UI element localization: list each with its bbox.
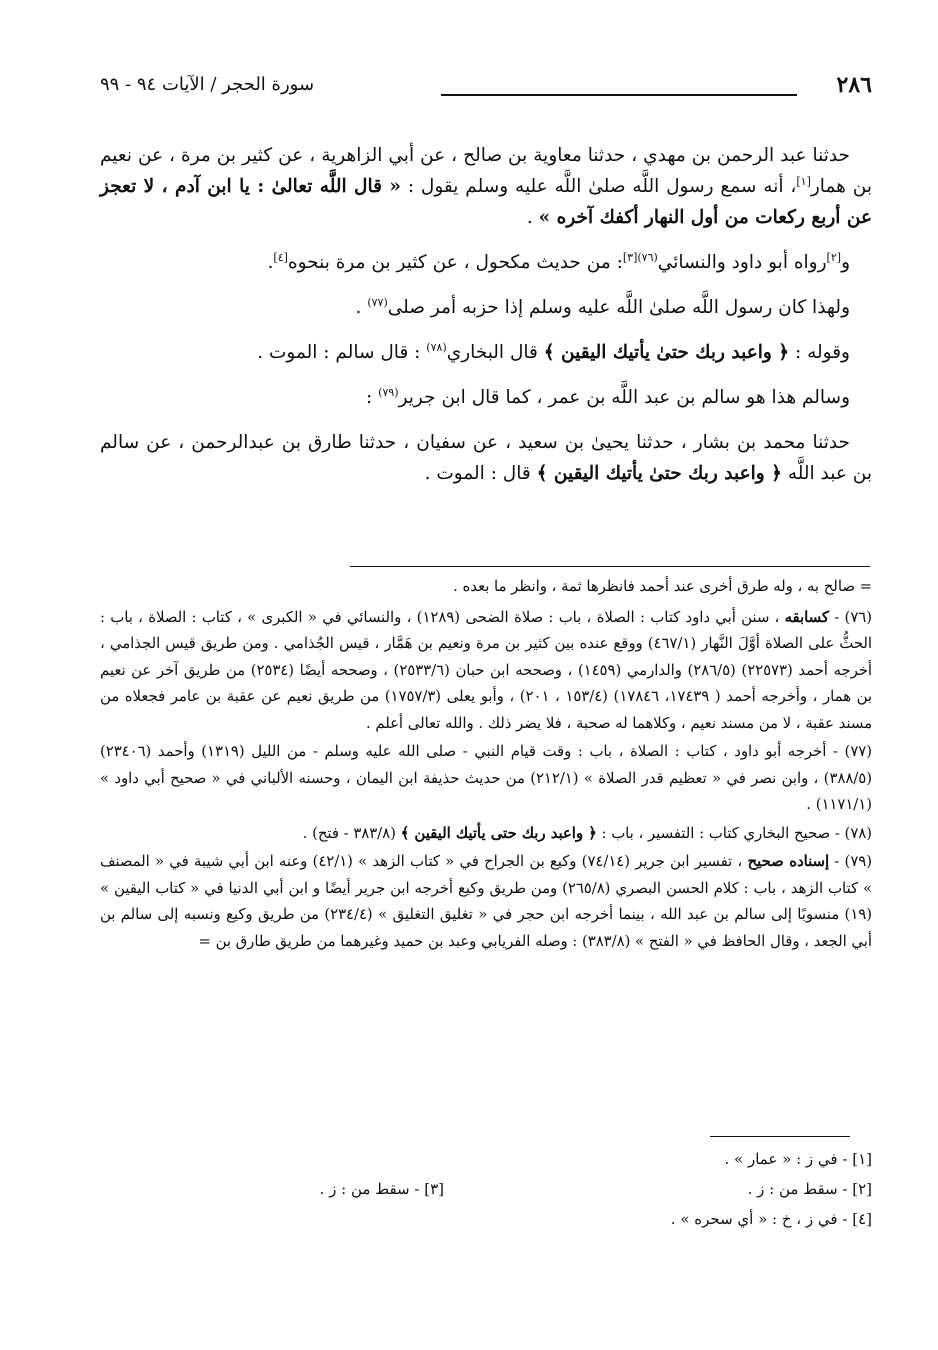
text-run: (٣٨٣/٨ - فتح) . <box>302 824 401 842</box>
note-reference: (٧٧) <box>367 295 388 309</box>
text-run: (٧٧) - أخرجه أبو داود ، كتاب : الصلاة ، باب : وقت قيام النبي - صلى الله عليه وسلم - من الليل (١٣١٩) وأحمد (٢٣٤٠٦) (٣٨٨/٥) ، وابن نصر في « تعظيم قدر الصلاة » (٢١٢/١) من حديث حذيفة ابن اليمان ، وحسنه الألباني في « صحيح أبي داود » (١١٧١/١) . <box>100 743 872 813</box>
text-run: قال البخاري <box>446 342 544 363</box>
text-run: (٧٩) - <box>829 853 872 870</box>
running-title: سورة الحجر / الآيات ٩٤ - ٩٩ <box>100 74 315 95</box>
footnote-78 <box>100 821 872 848</box>
text-run: . <box>267 252 274 273</box>
variant-3 <box>320 1180 444 1198</box>
text-run: وقوله : <box>789 342 850 363</box>
variant-text: - سقط من : ز . <box>319 1180 425 1198</box>
note-reference: [١] <box>796 174 811 188</box>
variant-label: [٢] <box>852 1180 872 1198</box>
text-run: ولهذا كان رسول اللَّه صلىٰ اللَّه عليه وسلم إذا حزبه أمر صلى <box>387 297 850 318</box>
text-run: . <box>526 207 539 228</box>
text-run: وسالم هذا هو سالم بن عبد اللَّه بن عمر ، كما قال ابن جرير <box>398 387 850 408</box>
variant-row <box>100 1210 872 1240</box>
variant-label: [١] <box>852 1150 872 1168</box>
text-run: : <box>366 387 379 408</box>
text-run: . <box>355 297 368 318</box>
text-run: : قال سالم : الموت . <box>257 342 427 363</box>
footnote-76 <box>100 605 872 738</box>
main-text <box>100 140 872 503</box>
text-run: = صالح به ، وله طرق أخرى عند أحمد فانظرها ثمة ، وانظر ما بعده . <box>453 578 872 595</box>
text-run: ، أنه سمع رسول اللَّه صلىٰ اللَّه عليه وسلم يقول : <box>400 176 797 197</box>
note-reference: (٧٨) <box>426 340 447 354</box>
variant-1 <box>724 1150 872 1168</box>
isnad-paragraph <box>100 427 872 489</box>
variant-text: - في ز ، خ : « أي سحره » . <box>670 1210 853 1228</box>
text-run: (٧٨) - صحيح البخاري كتاب : التفسير ، باب : <box>596 824 872 842</box>
text-run: رواه أبو داود والنسائي <box>657 252 827 273</box>
bold-text: ﴿ واعبد ربك حتىٰ يأتيك اليقين ﴾ <box>536 463 782 484</box>
prayer-paragraph <box>100 292 872 323</box>
variant-text: - سقط من : ز . <box>747 1180 853 1198</box>
variant-2 <box>748 1180 872 1198</box>
salim-paragraph <box>100 382 872 413</box>
bold-text: كسابقه <box>784 608 829 626</box>
text-run: و <box>841 252 850 273</box>
manuscript-variants <box>100 1150 872 1240</box>
text-run: : من حديث مكحول ، عن كثير بن مرة بنحوه <box>287 252 623 273</box>
variant-text: - في ز : « عمار » . <box>724 1150 853 1168</box>
variant-label: [٣] <box>424 1180 444 1198</box>
variant-4 <box>671 1210 872 1228</box>
text-run: قال : الموت . <box>424 463 537 484</box>
footnotes <box>100 574 872 957</box>
variant-row <box>100 1150 872 1180</box>
bold-text: « قال اللَّه تعالىٰ : يا ابن آدم ، لا تعجز عن أربع ركعات من أول النهار أكفك آخره » <box>100 176 872 228</box>
verse-paragraph <box>100 337 872 368</box>
text-run: ، تفسير ابن جرير (٧٤/١٤) وكيع بن الجراح في « كتاب الزهد » (٤٢/١) وعنه ابن أبي شيبة في « المصنف » كتاب الزهد ، باب : كلام الحسن البصري (٢٦٥/٨) ومن طريق وكيع أخرجه ابن جرير أيضًا و ابن أبي الدنيا في « كتاب اليقين » (١٩) منسوبًا إلى سالم بن عبد الله ، بينما أخرجه ابن حجر في « تغليق التغليق » (٢٣٤/٤) من طريق وكيع ونسبه إلى سالم بن أبي الجعد ، وقال الحافظ في « الفتح » (٣٨٣/٨) : وصله الفريابي وعبد بن حميد وغيرهما من طريق طارق بن = <box>100 853 873 950</box>
header-rule <box>441 94 797 96</box>
page-number: ٢٨٦ <box>836 72 872 98</box>
text-run: حدثنا عبد الرحمن بن مهدي ، حدثنا معاوية بن صالح ، عن أبي الزاهرية ، عن كثير بن مرة ، عن نعيم بن همار <box>100 145 872 197</box>
footnote-79 <box>100 849 872 955</box>
footnote-77 <box>100 739 872 819</box>
page-header <box>100 72 872 108</box>
hadith-paragraph <box>100 140 872 233</box>
note-reference: (٧٦) <box>637 250 658 264</box>
narration-paragraph <box>100 247 872 278</box>
variant-label: [٤] <box>852 1210 872 1228</box>
variant-row <box>100 1180 872 1210</box>
note-reference: [٣] <box>622 250 638 264</box>
note-reference: [٤] <box>273 250 288 264</box>
footnote-separator <box>350 566 870 567</box>
bold-text: ﴿ واعبد ربك حتىٰ يأتيك اليقين ﴾ <box>543 342 790 363</box>
text-run: ، سنن أبي داود كتاب : الصلاة ، باب : صلاة الضحى (١٢٨٩) ، والنسائي في « الكبرى » ، كتاب : الصلاة ، باب : الحثُّ على الصلاة أوَّلَ النَّهار (٤٦٧/١) ووقع عنده بين كثير بن مرة ونعيم بن هَمَّار ، قيس الجُذامي . ومن طريق قيس الجذامي ، أخرجه أحمد (٢٢٥٧٣) (٢٨٦/٥) والدارمي (١٤٥٩) ، وصححه ابن حبان (٢٥٣٣/٦) ، وصححه أيضًا (٢٥٣٤) من طريق آخر عن نعيم بن همار ، وأخرجه أحمد ( ١٧٤٣٩، ١٧٨٤٦) (١٥٣/٤ ، ٢٠١) ، وأبو يعلى (١٧٥٧/٣) من طريق نعيم عن عقبة بن عامر فجعلاه من مسند عقبة ، لا من مسند نعيم ، وكلاهما له صحبة ، فلا يضر ذلك . والله تعالى أعلم . <box>100 608 873 732</box>
note-reference: [٢] <box>826 250 842 264</box>
bold-text: إسناده صحيح <box>747 853 830 870</box>
footnote-continuation <box>100 574 872 601</box>
note-reference: (٧٩) <box>378 385 399 399</box>
variants-separator <box>710 1136 850 1137</box>
bold-text: ﴿ واعبد ربك حتى يأتيك اليقين ﴾ <box>400 824 597 842</box>
text-run: (٧٦) - <box>828 608 872 626</box>
text-run: حدثنا محمد بن بشار ، حدثنا يحيىٰ بن سعيد ، عن سفيان ، حدثنا طارق بن عبدالرحمن ، عن سالم بن عبد اللَّه <box>100 432 872 484</box>
